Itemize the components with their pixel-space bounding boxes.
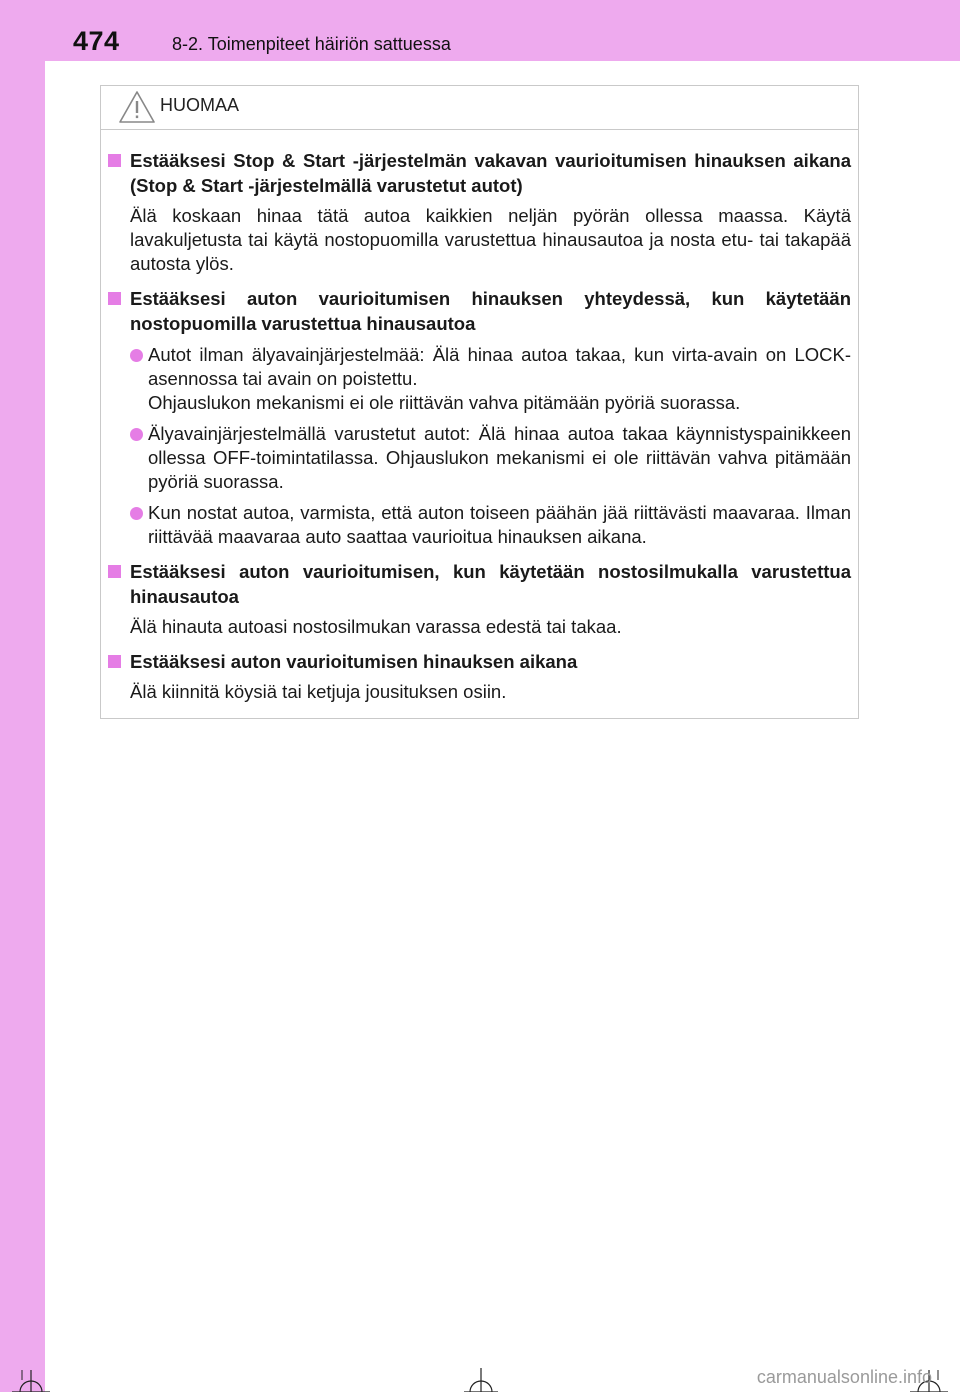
registration-mark-icon [458,1364,504,1392]
square-bullet-icon [108,655,121,668]
square-bullet-icon [108,292,121,305]
bullet-text: Autot ilman älyavainjärjestelmää: Älä hinaa autoa takaa, kun virta-avain on LOCK-asennossa tai avain on poistettu. Ohjauslukon mekanismi ei ole riittävän vahva pitämään pyöriä suorassa. [148,344,851,413]
round-bullet-icon [130,507,143,520]
caution-item-text: Älä hinauta autoasi nostosilmukan varassa edestä tai takaa. [130,616,622,637]
page-number: 474 [73,26,120,56]
square-bullet-icon [108,565,121,578]
caution-item-heading: Estääksesi auton vaurioitumisen hinauksen yhteydessä, kun käytetään nostopuomilla varustettua hinausautoa [130,288,851,334]
warning-triangle-icon [118,90,156,124]
caution-item [108,286,851,549]
header-band [0,0,960,61]
caution-item [108,649,851,704]
round-bullet-icon [130,349,143,362]
caution-item [108,559,851,639]
caution-item [108,148,851,276]
registration-mark-icon [8,1366,54,1392]
bullet-text: Kun nostat autoa, varmista, että auton toiseen päähän jää riittävästi maavaraa. Ilman riittävää maavaraa auto saattaa vaurioitua hinauksen aikana. [148,502,851,547]
caution-header [101,86,858,130]
section-title: 8-2. Toimenpiteet häiriön sattuessa [172,34,451,54]
bullet-item [130,343,851,415]
square-bullet-icon [108,154,121,167]
caution-item-heading: Estääksesi auton vaurioitumisen, kun käytetään nostosilmukalla varustettua hinausautoa [130,561,851,607]
watermark: carmanualsonline.info [756,1367,932,1387]
caution-item-heading: Estääksesi Stop & Start -järjestelmän vakavan vaurioitumisen hinauksen aikana (Stop & Start -järjestelmällä varustetut autot) [130,150,851,196]
caution-item-text: Älä kiinnitä köysiä tai ketjuja jousituksen osiin. [130,681,507,702]
round-bullet-icon [130,428,143,441]
caution-body [101,130,858,704]
bullet-item [130,501,851,549]
bullet-text: Älyavainjärjestelmällä varustetut autot: Älä hinaa autoa takaa käynnistyspainikkeen ollessa OFF-toimintatilassa. Ohjauslukon mekanismi ei ole riittävän vahva pitämään pyöriä suorassa. [148,423,851,492]
caution-item-text: Älä koskaan hinaa tätä autoa kaikkien neljän pyörän ollessa maassa. Käytä lavakuljetusta tai käytä nostopuomilla varustettua hinausautoa ja nosta etu- tai takapää autosta ylös. [130,205,851,274]
caution-item-heading: Estääksesi auton vaurioitumisen hinauksen aikana [130,651,578,672]
bullet-item [130,422,851,494]
caution-box [100,85,859,719]
side-color-tab [0,0,45,1392]
caution-title: HUOMAA [160,95,240,115]
